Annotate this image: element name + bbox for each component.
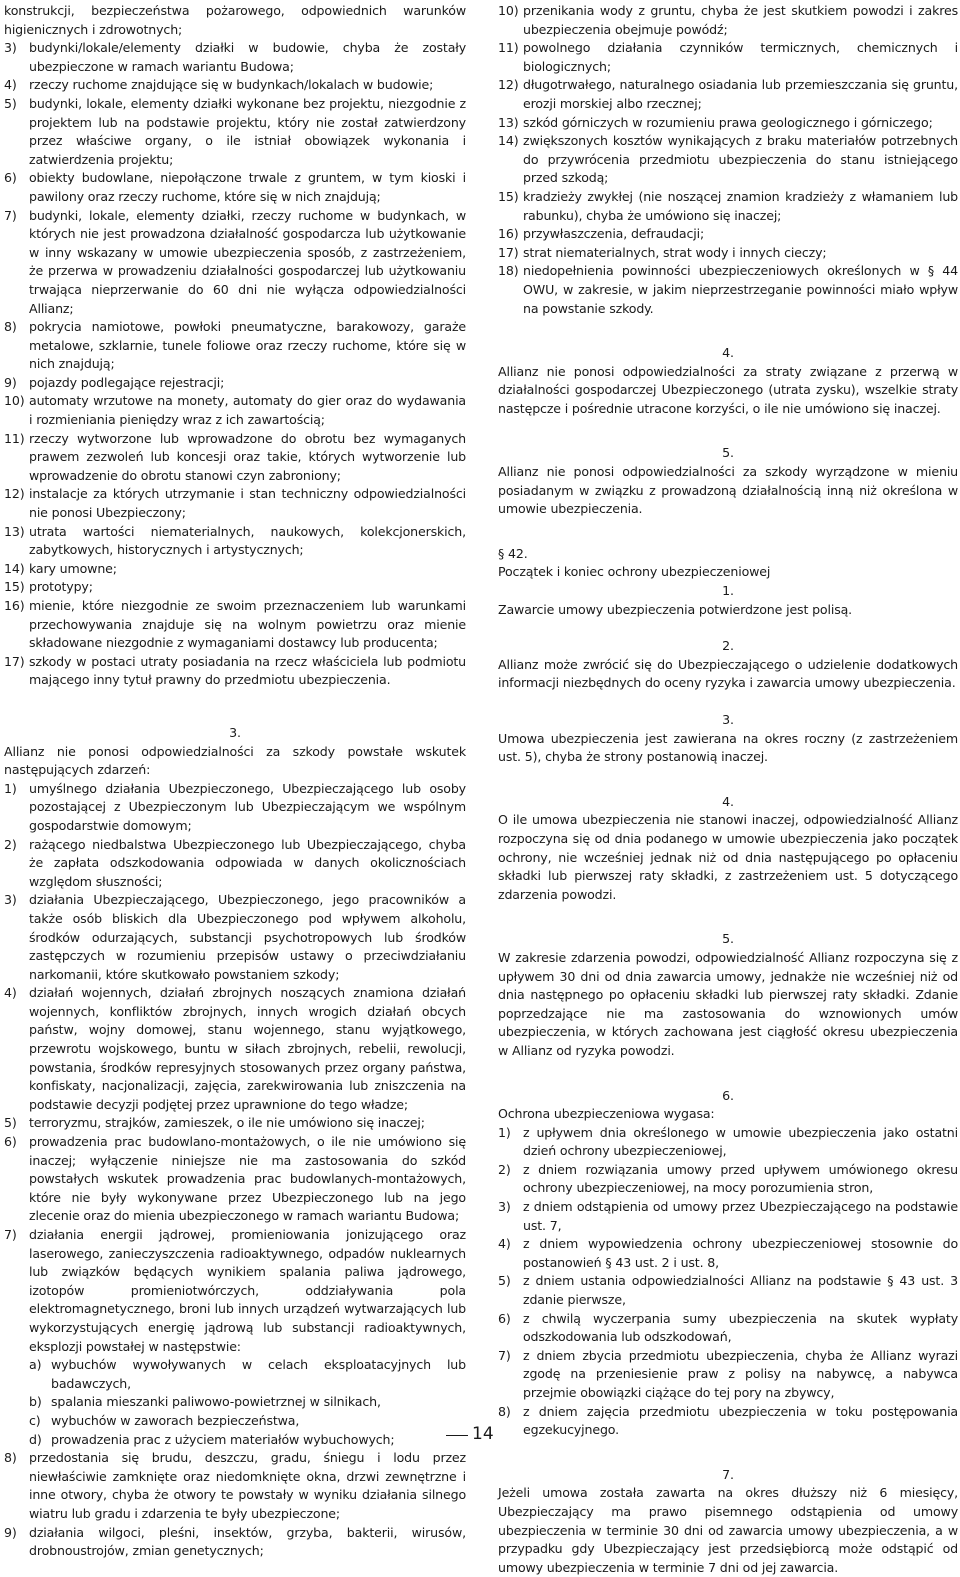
list-item: 5) budynki, lokale, elementy działki wykonane bez projektu, niezgodnie z projektem lub na podstawie projektu, który nie został zatwierdzony przez właściwe organy, o ile istniał obowiązek wykonania i zatwierdzenia projektu; <box>4 95 466 167</box>
list-item: 11) rzeczy wytworzone lub wprowadzone do obrotu bez wymaganych prawem zezwoleń lub koncesji oraz takie, których wytworzenie lub wprowadzenie do obrotu stanowi czyn zabroniony; <box>4 430 466 483</box>
page-number: 14 <box>472 1424 494 1444</box>
list-item: 13) utrata wartości niematerialnych, naukowych, kolekcjonerskich, zabytkowych, historycznych i artystycznych; <box>4 523 466 558</box>
list-item: 7) z dniem zbycia przedmiotu ubezpieczenia, chyba że Allianz wyrazi zgodę na przeniesienie praw z polisy na nabywcę, a nabywca przejmie obowiązki ciążące do tej pory na zbywcy, <box>498 1347 958 1400</box>
list-item: 17) szkody w postaci utraty posiadania na rzecz właściciela lub podmiotu mającego inny tytuł prawny do przedmiotu ubezpieczenia. <box>4 653 466 688</box>
list-item: 17) strat niematerialnych, strat wody i innych cieczy; <box>498 244 827 260</box>
list-item: 3) działania Ubezpieczającego, Ubezpieczonego, jego pracowników a także osób bliskich dla Ubezpieczonego pod wpływem alkoholu, środków odurzających, substancji psychotropowych lub środków zastępczych w rozumieniu przepisów ustawy o przeciwdziałaniu narkomanii, które skutkowało powstaniem szkody; <box>4 892 466 982</box>
list-item: 15) kradzieży zwykłej (nie noszącej znamion kradzieży z włamaniem lub rabunku), chyba że umówiono się inaczej; <box>498 188 958 223</box>
exclusions-list-continued <box>498 2 958 318</box>
list-item: 16) przywłaszczenia, defraudacji; <box>498 226 705 242</box>
list-item: 4) działań wojennych, działań zbrojnych noszących znamiona działań wojennych, konfliktów zbrojnych, innych wrogich działań obcych państw, wojny domowej, stanu wojennego, stanu wyjątkowego, przewrotu wojskowego, buntu w siłach zbrojnych, rebelii, rewolucji, powstania, środków represyjnych stosowanych przez organy państwa, konfiskaty, nacjonalizacji, zajęcia, zarekwirowania lub zniszczenia na podstawie decyzji podjętej przez uprawnione do tego władze; <box>4 985 466 1112</box>
list-item: 7) budynki, lokale, elementy działki, rzeczy ruchome w budynkach, w których nie jest prowadzona działalność gospodarcza lub użytkowanie w inny wskazany w umowie ubezpieczenia sposób, z zastrzeżeniem, że przerwa w prowadzeniu działalności gospodarczej lub użytkowaniu trwająca nieprzerwanie do 60 dni nie wyłącza odpowiedzialności Allianz; <box>4 207 466 316</box>
expiry-list <box>498 1124 958 1440</box>
left-column <box>4 2 466 1561</box>
section-number: 3. <box>722 712 734 727</box>
list-item: 3) z dniem odstąpienia od umowy przez Ubezpieczającego na podstawie ust. 7, <box>498 1199 958 1233</box>
paragraph-title: Początek i koniec ochrony ubezpieczeniowej <box>498 564 771 580</box>
list-item: 18) niedopełnienia powinności ubezpieczeniowych określonych w § 44 OWU, w zakresie, w jakim nieprzestrzeganie powinności miało wpływ na powstanie szkody. <box>498 263 958 316</box>
list-item: 4) rzeczy ruchome znajdujące się w budynkach/lokalach w budowie; <box>4 77 434 93</box>
section-number: 1. <box>722 583 734 599</box>
list-item: 8) z dniem zajęcia przedmiotu ubezpieczenia w toku postępowania egzekucyjnego. <box>498 1403 958 1438</box>
paragraph-number: § 42. <box>498 545 528 561</box>
sub-list-item: b) spalania mieszanki paliwowo-powietrznej w silnikach, <box>29 1394 381 1410</box>
list-item: 6) z chwilą wyczerpania sumy ubezpieczenia na skutek wypłaty odszkodowania lub odszkodowań, <box>498 1310 958 1345</box>
list-item: 4) z dniem wypowiedzenia ochrony ubezpieczeniowej stosownie do postanowień § 43 ust. 2 i ust. 8, <box>498 1236 958 1270</box>
list-item: 9) pojazdy podlegające rejestracji; <box>4 374 225 390</box>
section-number: 3. <box>229 724 241 740</box>
list-item: 12) instalacje za których utrzymanie i stan techniczny odpowiedzialności nie ponosi Ubezpieczony; <box>4 486 466 521</box>
sub-list-item: c) wybuchów w zaworach bezpieczeństwa, <box>29 1412 300 1428</box>
list-item: 9) działania wilgoci, pleśni, insektów, grzyba, bakterii, wirusów, drobnoustrojów, zmian genetycznych; <box>4 1524 466 1559</box>
list-item: 6) obiekty budowlane, niepołączone trwale z gruntem, w tym kioski i pawilony oraz rzeczy ruchome, które się w nich znajdują; <box>4 170 466 204</box>
list-item: 6) prowadzenia prac budowlano-montażowych, o ile nie umówiono się inaczej; wyłączenie niniejsze nie ma zastosowania do szkód powstałych wskutek prowadzenia prac budowlanych-montażowych, które nie były wykonywane przez Ubezpieczonego lub na jego zlecenie oraz do mienia ubezpieczonego w ramach wariantu Budowa; <box>4 1134 466 1224</box>
list-item: 7) działania energii jądrowej, promieniowania jonizującego oraz laserowego, zanieczyszczenia radioaktywnego, odpadów nuklearnych lub związków będących wynikiem spalania paliwa jądrowego, izotopów promieniotwórczych, oddziaływania pola elektromagnetycznego, broni lub innych urządzeń wytwarzających lub wykorzystujących energię jądrową lub substancji radioaktywnych, eksplozji powstałej w następstwie: <box>4 1227 466 1354</box>
footer-rule <box>446 1435 468 1436</box>
section-text: Allianz może zwrócić się do Ubezpieczającego o udzielenie dodatkowych informacji niezbędnych do oceny ryzyka i zawarcia umowy ubezpieczenia. <box>498 656 958 691</box>
section-number: 4. <box>722 345 734 361</box>
section-text: Allianz nie ponosi odpowiedzialności za szkody wyrządzone w mieniu posiadanym w związku z prowadzoną działalnością inną niż określona w umowie ubezpieczenia. <box>498 464 958 517</box>
list-item: 15) prototypy; <box>4 579 93 595</box>
list-item: 8) przedostania się brudu, deszczu, gradu, śniegu i lodu przez niewłaściwie zamknięte oraz niedomknięte okna, drzwi zewnętrzne i inne otwory, chyba że otwory te powstały w wyniku działania silnego wiatru lub gradu i zdarzenia te były ubezpieczone; <box>4 1450 466 1521</box>
section-number: 6. <box>722 1087 734 1103</box>
list-item: 5) terroryzmu, strajków, zamieszek, o ile nie umówiono się inaczej; <box>4 1115 425 1131</box>
list-item: 14) zwiększonych kosztów wynikających z braku materiałów potrzebnych do przywrócenia przedmiotu ubezpieczenia do stanu istniejącego przed szkodą; <box>498 133 958 186</box>
sub-list-item: a) wybuchów wywoływanych w celach eksploatacyjnych lub badawczych, <box>29 1357 466 1391</box>
list-item: 5) z dniem ustania odpowiedzialności Allianz na podstawie § 43 ust. 3 zdanie pierwsze, <box>498 1273 958 1308</box>
section-intro: Allianz nie ponosi odpowiedzialności za szkody powstałe wskutek następujących zdarzeń: <box>4 743 466 778</box>
list-item: 12) długotrwałego, naturalnego osiadania lub przemieszczania się gruntu, erozji morskiej albo rzecznej; <box>498 77 958 111</box>
list-item: 2) z dniem rozwiązania umowy przed upływem umówionego okresu ochrony ubezpieczeniowej, na mocy porozumienia stron, <box>498 1161 958 1196</box>
list-item: 1) z upływem dnia określonego w umowie ubezpieczenia jako ostatni dzień ochrony ubezpieczeniowej, <box>498 1124 958 1159</box>
list-item: 3) budynki/lokale/elementy działki w budowie, chyba że zostały ubezpieczone w ramach wariantu Budowa; <box>4 40 466 74</box>
section-text: Umowa ubezpieczenia jest zawierana na okres roczny (z zastrzeżeniem ust. 5), chyba że strony postanowią inaczej. <box>498 730 958 765</box>
list-item: 16) mienie, które niezgodnie ze swoim przeznaczeniem lub warunkami przechowywania znajduje się na wolnym powietrzu oraz mienie składowane niezgodnie z wymaganiami dostawcy lub producenta; <box>4 598 466 651</box>
section-text: W zakresie zdarzenia powodzi, odpowiedzialność Allianz rozpoczyna się z upływem 30 dni od dnia zawarcia umowy, jednakże nie wcześniej niż od dnia następnego po opłaceniu składki lub pierwszej raty składki. Zdanie poprzedzające nie ma zastosowania do wznowionych umów ubezpieczenia, w których zachowana jest ciągłość okresu ubezpieczenia w Allianz od ryzyka powodzi. <box>498 949 958 1058</box>
exclusions-list-a <box>4 39 466 690</box>
section-number: 5. <box>722 931 734 947</box>
list-item: 13) szkód górniczych w rozumieniu prawa geologicznego i górniczego; <box>498 114 933 130</box>
page-footer <box>0 1418 960 1444</box>
section-number: 5. <box>722 445 734 461</box>
section-text: Zawarcie umowy ubezpieczenia potwierdzone jest polisą. <box>498 601 853 617</box>
section-text: Allianz nie ponosi odpowiedzialności za straty związane z przerwą w działalności gospodarczej Ubezpieczonego (utrata zysku), wszelkie straty następcze i pośrednie utracone korzyści, o ile nie umówiono się inaczej. <box>498 363 958 416</box>
sub-list-item: d) prowadzenia prac z użyciem materiałów wybuchowych; <box>29 1431 395 1447</box>
section-number: 2. <box>722 638 734 654</box>
section-text: O ile umowa ubezpieczenia nie stanowi inaczej, odpowiedzialność Allianz rozpoczyna się od dnia podanego w umowie ubezpieczenia jako początek ochrony, nie wcześniej jednak niż od dnia następującego po opłaceniu składki lub pierwszej raty składki, z zastrzeżeniem ust. 5 dotyczącego zdarzenia powodzi. <box>498 812 958 902</box>
list-item: 10) przenikania wody z gruntu, chyba że jest skutkiem powodzi i zakres ubezpieczenia obejmuje powódź; <box>498 3 958 37</box>
list-item: 11) powolnego działania czynników termicznych, chemicznych i biologicznych; <box>498 40 958 74</box>
intro-continuation: konstrukcji, bezpieczeństwa pożarowego, odpowiednich warunków higienicznych i zdrowotnych; <box>4 3 466 37</box>
right-column <box>498 2 958 1577</box>
list-item: 1) umyślnego działania Ubezpieczonego, Ubezpieczającego lub osoby pozostającej z Ubezpieczonym lub Ubezpieczającym we wspólnym gospodarstwie domowym; <box>4 780 466 833</box>
section-intro: Ochrona ubezpieczeniowa wygasa: <box>498 1106 715 1122</box>
list-item: 8) pokrycia namiotowe, powłoki pneumatyczne, barakowozy, garaże metalowe, szklarnie, tunele foliowe oraz rzeczy ruchome, które się w nich znajdują; <box>4 319 466 372</box>
list-item: 10) automaty wrzutowe na monety, automaty do gier oraz do wydawania i rozmieniania pieniędzy wraz z ich zawartością; <box>4 393 466 428</box>
section-text: Jeżeli umowa została zawarta na okres dłuższy niż 6 miesięcy, Ubezpieczający ma prawo pisemnego odstąpienia od umowy ubezpieczenia w terminie 30 dni od zawarcia umowy ubezpieczenia, a w przypadku gdy Ubezpieczający jest przedsiębiorcą może odstąpić od umowy ubezpieczenia w terminie 7 dni od jej zawarcia. <box>498 1485 958 1575</box>
list-item: 2) rażącego niedbalstwa Ubezpieczonego lub Ubezpieczającego, chyba że zapłata odszkodowania odpowiada w danych okolicznościach względom słuszności; <box>4 836 466 889</box>
section-number: 4. <box>722 793 734 809</box>
section-number: 7. <box>722 1466 734 1482</box>
list-item: 14) kary umowne; <box>4 560 117 576</box>
